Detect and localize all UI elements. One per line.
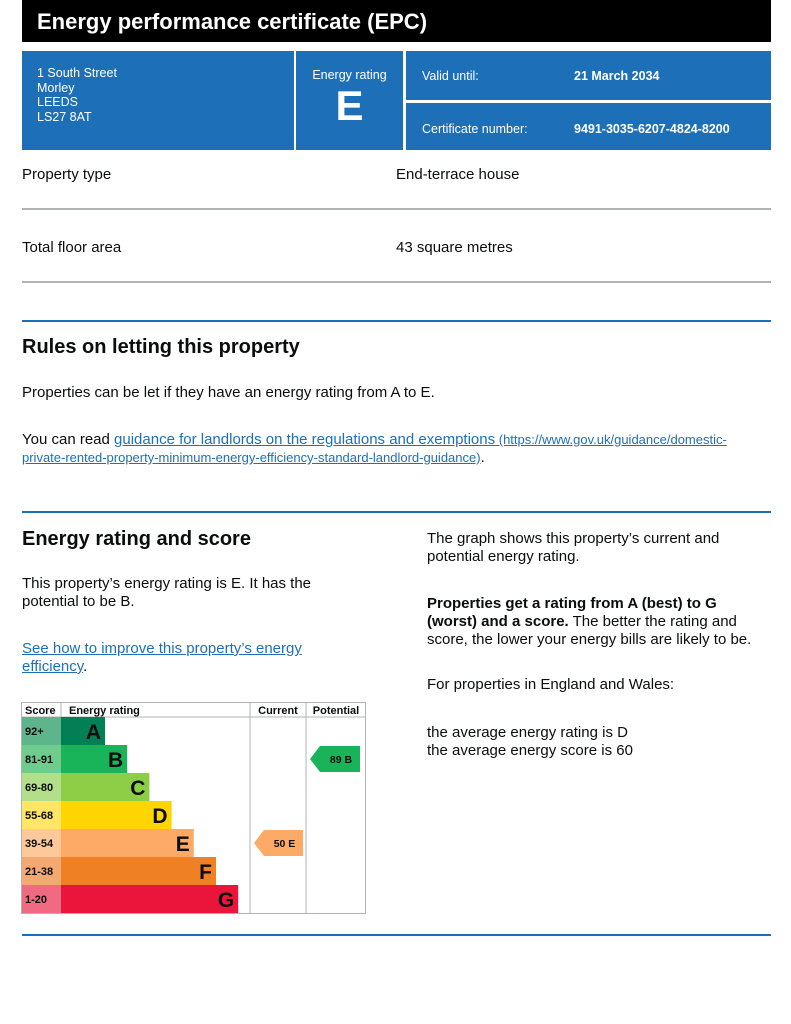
section-divider xyxy=(22,934,771,936)
page-title: Energy performance certificate (EPC) xyxy=(22,0,771,42)
address-line: LEEDS xyxy=(37,95,78,109)
energy-rating-letter: E xyxy=(335,82,364,129)
graph-description xyxy=(427,530,719,566)
score-band-label: 21-38 xyxy=(25,866,54,878)
rating-band-letter: B xyxy=(108,749,124,772)
energy-paragraph-line: potential to be B. xyxy=(22,593,135,610)
improve-efficiency-link[interactable] xyxy=(22,640,302,675)
energy-paragraph-line: This property’s energy rating is E. It has the xyxy=(22,575,312,592)
improve-link-paragraph xyxy=(22,640,302,676)
current-rating-label: 50 E xyxy=(273,838,296,850)
divider xyxy=(22,208,771,210)
rating-explanation xyxy=(427,595,751,649)
valid-until-label: Valid until: xyxy=(422,69,479,83)
average-rating-text xyxy=(427,724,633,760)
rating-band-letter: C xyxy=(130,777,146,800)
certificate-number-label: Certificate number: xyxy=(422,122,528,136)
chart-header-score: Score xyxy=(25,705,56,717)
graph-description-line: potential energy rating. xyxy=(427,548,580,565)
address-line: 1 South Street xyxy=(37,66,117,80)
certificate-number-box xyxy=(406,103,771,150)
property-type-label: Property type xyxy=(22,166,112,183)
energy-paragraph xyxy=(22,575,311,611)
rating-band-letter: F xyxy=(199,861,212,884)
score-band-label: 55-68 xyxy=(25,810,54,822)
rating-explanation-bold: Properties get a rating from A (best) to G xyxy=(427,595,717,612)
chart-header-rating: Energy rating xyxy=(69,705,140,717)
average-rating-line: the average energy rating is D xyxy=(427,724,628,741)
energy-rating-box xyxy=(296,51,403,150)
rating-band-letter: G xyxy=(217,889,235,912)
rating-band-letter: A xyxy=(85,721,101,744)
valid-until-value: 21 March 2034 xyxy=(574,69,660,83)
rating-band-letter: E xyxy=(175,833,190,856)
rating-band-bar xyxy=(61,885,238,913)
rating-band-bar xyxy=(61,829,194,857)
score-band-label: 92+ xyxy=(25,726,44,738)
letting-heading: Rules on letting this property xyxy=(22,336,300,358)
improve-link-text[interactable]: See how to improve this property’s energy xyxy=(22,640,302,657)
average-score-line: the average energy score is 60 xyxy=(427,742,633,759)
certificate-number-value: 9491-3035-6207-4824-8200 xyxy=(574,122,730,136)
guidance-suffix: . xyxy=(480,449,485,466)
energy-rating-chart xyxy=(21,702,366,914)
guidance-prefix: You can read xyxy=(22,431,115,448)
rating-explanation-text: score, the lower your energy bills are likely to be. xyxy=(427,631,752,648)
graph-description-line: The graph shows this property’s current and xyxy=(427,530,720,547)
section-divider xyxy=(22,320,771,322)
section-divider xyxy=(22,511,771,513)
improve-link-text[interactable]: efficiency xyxy=(22,658,84,675)
letting-guidance-paragraph xyxy=(22,431,772,467)
certificate-summary xyxy=(22,51,771,150)
address-line: LS27 8AT xyxy=(37,109,92,124)
score-band-label: 69-80 xyxy=(25,782,54,794)
improve-link-suffix: . xyxy=(83,658,88,675)
rating-explanation-bold: (worst) and a score. xyxy=(427,613,569,630)
potential-rating-label: 89 B xyxy=(329,754,353,766)
property-type-value: End-terrace house xyxy=(396,166,520,183)
region-text: For properties in England and Wales: xyxy=(427,676,675,693)
energy-rating-label: Energy rating xyxy=(312,68,387,82)
address-line: Morley xyxy=(37,80,75,95)
divider xyxy=(22,281,771,283)
score-band-label: 81-91 xyxy=(25,754,54,766)
score-band-label: 1-20 xyxy=(25,894,48,906)
rating-explanation-text: The better the rating and xyxy=(568,613,737,630)
property-address xyxy=(22,51,294,150)
rating-band-bar xyxy=(61,857,216,885)
landlord-guidance-link-text[interactable]: guidance for landlords on the regulations and exemptions xyxy=(114,431,496,448)
score-band-label: 39-54 xyxy=(25,838,54,850)
floor-area-label: Total floor area xyxy=(22,239,122,256)
guidance-url[interactable]: private-rented-property-minimum-energy-efficiency-standard-landlord-guidance) xyxy=(22,450,481,465)
chart-header-potential: Potential xyxy=(312,705,360,717)
landlord-guidance-link[interactable] xyxy=(22,431,727,466)
energy-heading: Energy rating and score xyxy=(22,528,251,550)
floor-area-value: 43 square metres xyxy=(396,239,513,256)
valid-until-box xyxy=(406,51,771,100)
chart-header-current: Current xyxy=(258,705,298,717)
letting-paragraph: Properties can be let if they have an energy rating from A to E. xyxy=(22,384,435,401)
rating-band-letter: D xyxy=(152,805,168,828)
guidance-url[interactable]: (https://www.gov.uk/guidance/domestic- xyxy=(495,432,727,447)
